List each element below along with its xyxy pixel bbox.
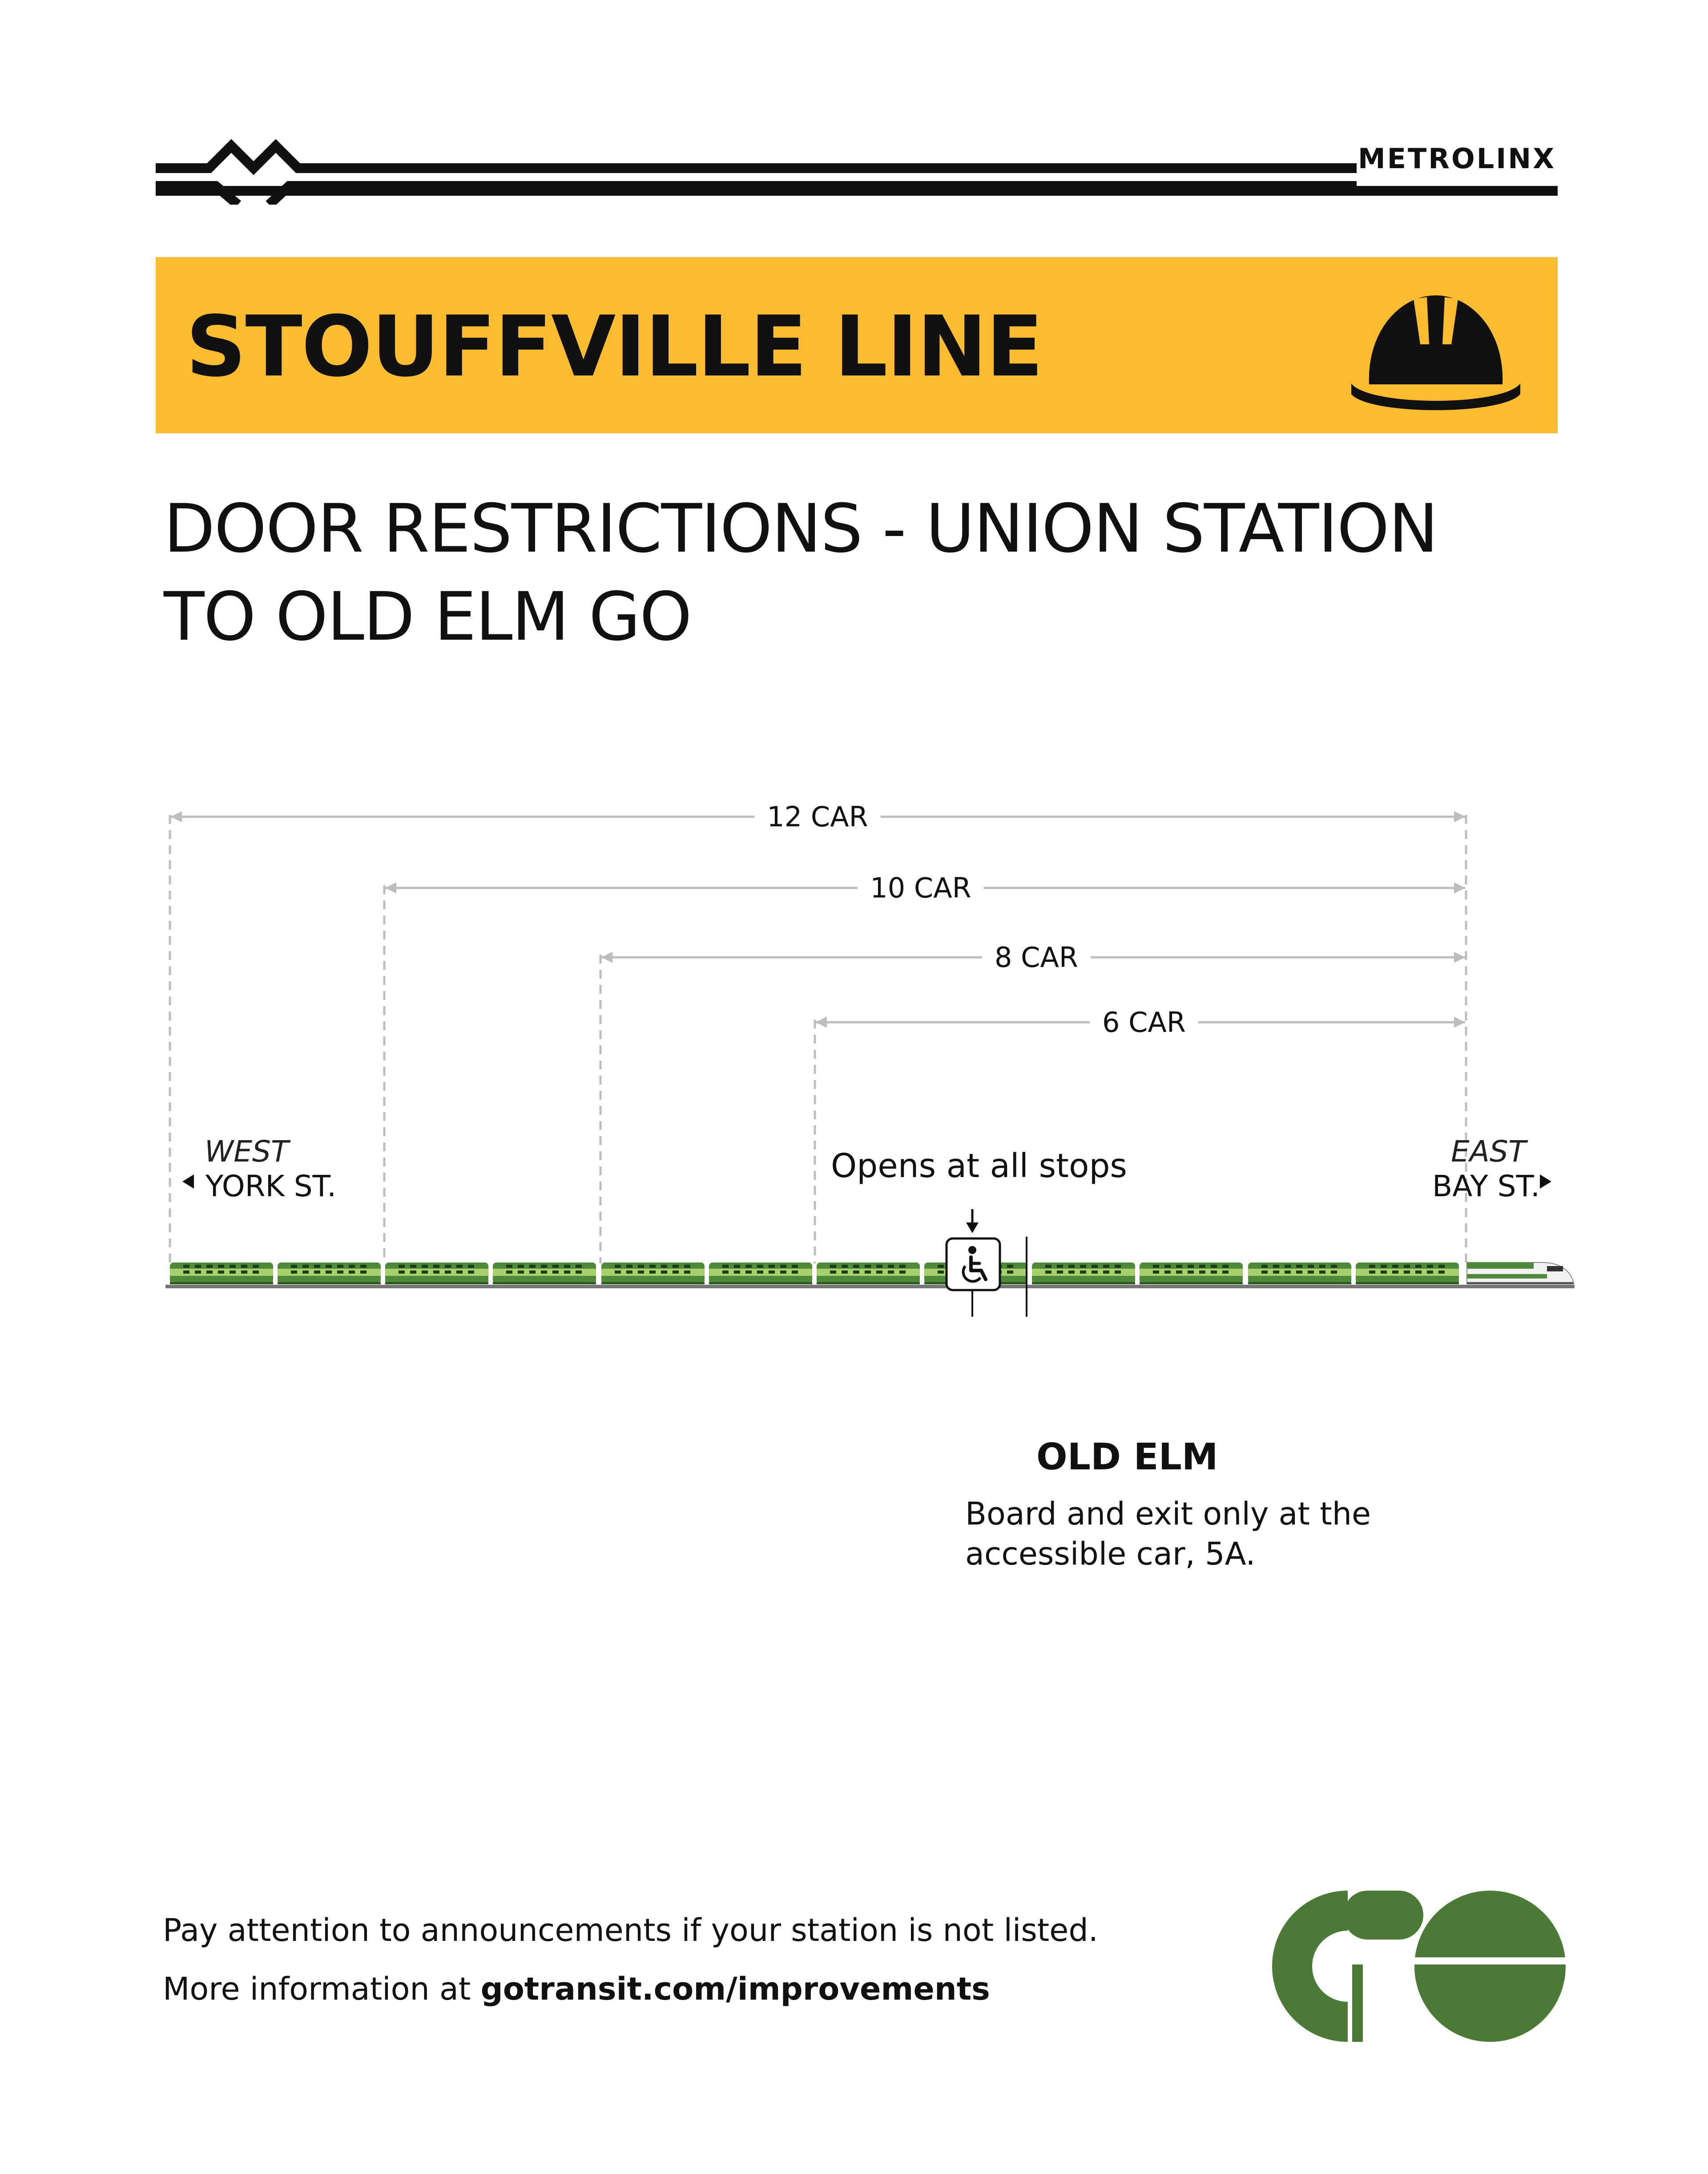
east-street-label: BAY ST. [1432,1169,1540,1203]
train-car [1032,1262,1135,1284]
train-car [493,1262,596,1284]
accessible-door-note: Opens at all stops [831,1147,1127,1185]
hardhat-icon [1342,278,1529,411]
train [170,1262,1574,1284]
footer-more-prefix: More information at [163,1971,481,2007]
east-arrow-icon [1540,1174,1551,1189]
west-street-label: YORK ST. [205,1169,337,1203]
station-name: OLD ELM [1036,1436,1218,1478]
metrolinx-rule-tail [156,160,1558,209]
west-direction-label: WEST [205,1134,289,1169]
range-label-8-car: 8 CAR [982,941,1091,974]
accessible-pointer-head [966,1222,979,1233]
footer-link[interactable]: gotransit.com/improvements [480,1971,990,2007]
brand-name: METROLINX [1358,142,1556,175]
train-car [385,1262,488,1284]
station-description: Board and exit only at the accessible car, 5A. [965,1496,1371,1572]
go-logo [1272,1886,1566,2055]
range-label-6-car: 6 CAR [1090,1006,1198,1039]
heading-line-2: TO OLD ELM GO [164,578,691,656]
heading-line-1: DOOR RESTRICTIONS - UNION STATION [164,490,1438,568]
track-line [165,1285,1575,1288]
train-car [601,1262,705,1284]
train-car [170,1262,273,1284]
car-length-diagram [0,792,1708,1317]
page-heading [164,485,1587,661]
footer-more-info [163,1971,990,2007]
wheelchair-icon [947,1238,1000,1290]
banner-title: STOUFFVILLE LINE [186,298,1043,395]
range-label-12-car: 12 CAR [754,801,880,833]
line-banner [156,257,1558,433]
range-label-10-car: 10 CAR [858,872,983,904]
east-direction-label: EAST [1451,1134,1527,1169]
footer-note: Pay attention to announcements if your station is not listed. [163,1912,1099,1948]
train-car [1140,1262,1243,1284]
train-car [817,1262,920,1284]
train-car [278,1262,381,1284]
train-car [1356,1262,1459,1284]
train-car [1248,1262,1351,1284]
locomotive [1467,1262,1574,1284]
west-arrow-icon [182,1174,194,1189]
train-car [709,1262,812,1284]
